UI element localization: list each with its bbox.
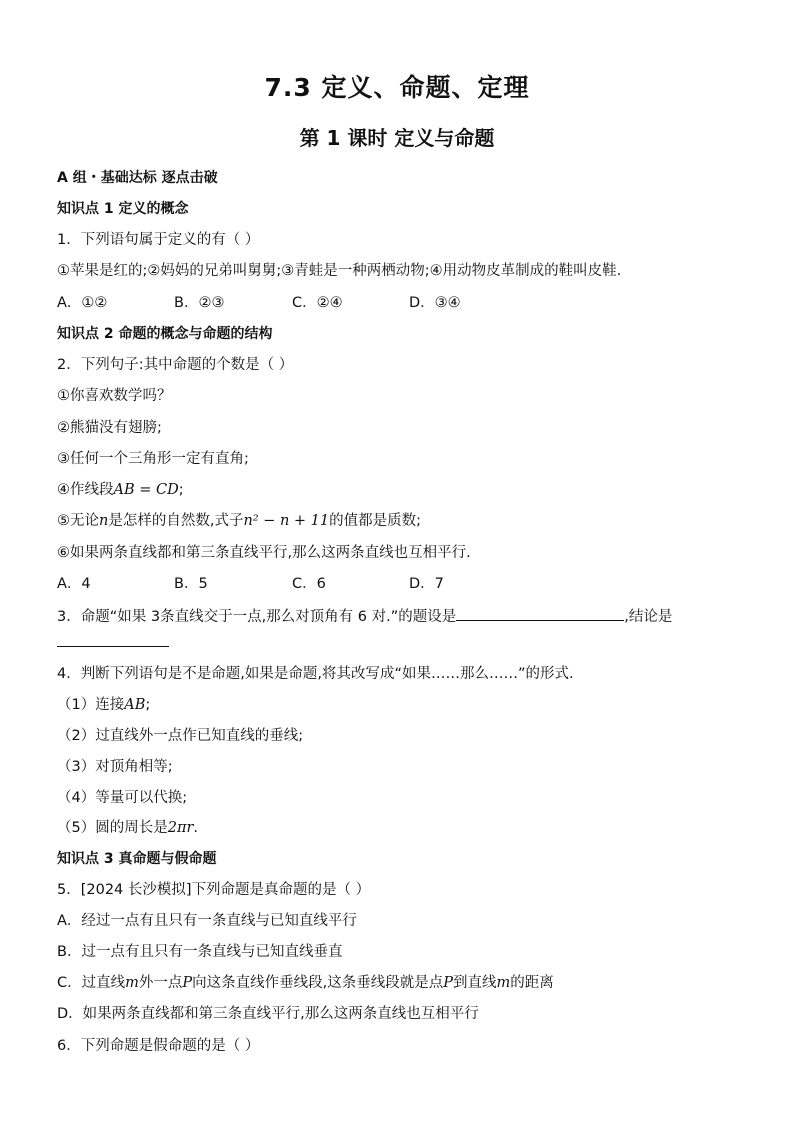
q2-s5-suffix: 的值都是质数; [329, 513, 422, 529]
knowledge-point-3: 知识点 3 真命题与假命题 [57, 851, 217, 867]
q2-s4-math: AB = CD [113, 482, 179, 498]
q3-conclusion-line [57, 632, 169, 653]
q4-part-2: （2）过直线外一点作已知直线的垂线; [57, 728, 304, 744]
q1-items: ①苹果是红的;②妈妈的兄弟叫舅舅;③青蛙是一种两栖动物;④用动物皮革制成的鞋叫皮鞋. [57, 263, 622, 279]
q2-option-d[interactable]: D．7 [409, 576, 444, 592]
q5-c-var-m: m [125, 975, 139, 991]
q1-option-c[interactable]: C．②④ [292, 295, 343, 311]
q2-sentence-1: ①你喜欢数学吗？ [57, 388, 172, 404]
q2-options [57, 574, 444, 594]
q2-sentence-3: ③任何一个三角形一定有直角; [57, 451, 249, 467]
q5-c-var-p2: P [443, 975, 454, 991]
q1-option-a[interactable]: A．①② [57, 295, 108, 311]
q1-option-b[interactable]: B．②③ [174, 295, 225, 311]
page-title: 7.3 定义、命题、定理 [264, 73, 530, 102]
q2-sentence-6: ⑥如果两条直线都和第三条直线平行,那么这两条直线也互相平行. [57, 545, 471, 561]
q1-option-d[interactable]: D．③④ [409, 295, 461, 311]
q5-option-a[interactable]: A．经过一点有且只有一条直线与已知直线平行 [57, 913, 357, 929]
q5-option-b[interactable]: B．过一点有且只有一条直线与已知直线垂直 [57, 944, 343, 960]
q5-question: 下列命题是真命题的是（ ） [191, 882, 371, 898]
q5-c-text-2: 外一点 [138, 975, 183, 991]
q4-p1-prefix: （1）连接 [57, 697, 125, 713]
q2-s4-prefix: ④作线段 [57, 482, 114, 498]
q2-sentence-2: ②熊猫没有翅膀; [57, 420, 162, 436]
q2-s5-expression: n² − n + 11 [243, 513, 330, 529]
q3-conclusion-blank[interactable] [57, 632, 169, 647]
q4-part-1 [57, 695, 150, 715]
q2-sentence-5 [57, 511, 421, 531]
q2-option-a[interactable]: A．4 [57, 576, 91, 592]
q5-source: 5．[2024 长沙模拟] [57, 882, 192, 898]
q1-stem: 1．下列语句属于定义的有（ ） [57, 232, 260, 248]
q4-p1-suffix: ; [145, 697, 151, 713]
q5-option-c[interactable] [57, 973, 554, 993]
q2-s5-middle: 是怎样的自然数,式子 [108, 513, 244, 529]
q5-c-text-1: C．过直线 [57, 975, 126, 991]
group-a-heading: A 组・基础达标 逐点击破 [57, 170, 218, 186]
q6-stem: 6．下列命题是假命题的是（ ） [57, 1038, 260, 1054]
q2-option-c[interactable]: C．6 [292, 576, 326, 592]
q3-premise-blank[interactable] [456, 606, 624, 621]
q5-stem [57, 880, 370, 900]
q2-s5-var: n [99, 513, 109, 529]
q5-c-var-p: P [182, 975, 193, 991]
q4-p1-math: AB [124, 697, 146, 713]
q3-stem: 3．命题“如果 3条直线交于一点,那么对顶角有 6 对.”的题设是 [57, 609, 457, 625]
knowledge-point-2: 知识点 2 命题的概念与命题的结构 [57, 326, 273, 342]
q4-part-4: （4）等量可以代换; [57, 790, 188, 806]
q5-c-var-m2: m [496, 975, 511, 991]
q5-c-text-4: 到直线 [453, 975, 497, 991]
q2-s4-suffix: ; [178, 482, 184, 498]
q3-line [57, 606, 672, 627]
page-subtitle: 第 1 课时 定义与命题 [299, 126, 495, 150]
q2-sentence-4 [57, 480, 184, 500]
q5-c-text-5: 的距离 [510, 975, 554, 991]
q3-conclusion-label: ,结论是 [624, 609, 673, 625]
knowledge-point-1: 知识点 1 定义的概念 [57, 201, 189, 217]
q4-p5-math: 2πr [167, 820, 194, 836]
q5-option-d[interactable]: D．如果两条直线都和第三条直线平行,那么这两条直线也互相平行 [57, 1006, 479, 1022]
q4-stem: 4．判断下列语句是不是命题,如果是命题,将其改写成“如果……那么……”的形式. [57, 666, 574, 682]
q2-stem: 2．下列句子:其中命题的个数是（ ） [57, 357, 294, 373]
q4-part-3: （3）对顶角相等; [57, 759, 173, 775]
q2-option-b[interactable]: B．5 [174, 576, 208, 592]
q5-c-text-3: 向这条直线作垂线段,这条垂线段就是点 [192, 975, 444, 991]
q2-s5-prefix: ⑤无论 [57, 513, 99, 529]
q4-p5-prefix: （5）圆的周长是 [57, 820, 168, 836]
q4-part-5 [57, 818, 198, 838]
q4-p5-suffix: . [193, 820, 199, 836]
q1-options [57, 293, 461, 313]
